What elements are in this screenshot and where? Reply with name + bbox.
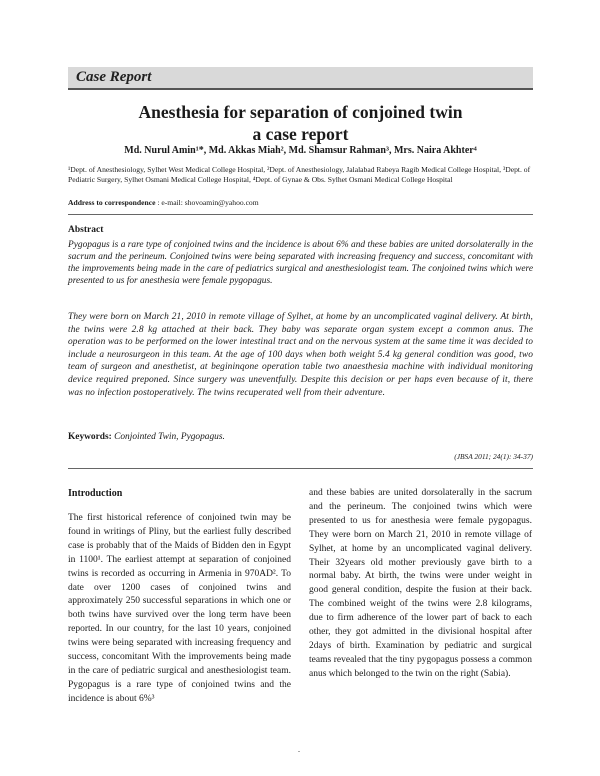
correspondence-email: : e-mail: shovoamin@yahoo.com xyxy=(157,198,259,207)
top-divider xyxy=(68,214,533,215)
article-title xyxy=(68,101,533,145)
keywords xyxy=(68,432,225,442)
section-label: Case Report xyxy=(76,69,152,85)
introduction-heading: Introduction xyxy=(68,488,123,499)
section-band xyxy=(68,67,533,90)
keywords-label: Keywords: xyxy=(68,432,112,442)
body-column-right: and these babies are united dorsolaterally in the sacrum and the perineum. The conjoined twins which were presented to us for anesthesia were female pygopagus. They were born on March 21, 2010 in remote village of Sylhet, at home by an uncomplicated vaginal delivery. Their 32years old mother previously gave birth to a normal baby. At birth, the twins were under weight in good general condition, despite the fusion at their back. The combined weight of the twins were 2.8 kilograms, due to firm adherence of the lower part of back to each other, they got admitted in the divisional hospital after 2days of birth. Examination by pediatric and surgical teams revealed that the tiny pygopagus possess a common anus which belonged to the twin on the right (Sabia). xyxy=(309,488,532,679)
title-line-1: Anesthesia for separation of conjoined twin xyxy=(138,102,463,122)
body-column-left: The first historical reference of conjoined twin may be found in writings of Pliny, but the earliest fully described case is probably that of the Maids of Bidden den in Egypt in 1100¹. The earliest attempt at separation of conjoined twins is recorded as occurring in Armenia in 970AD². To date over 1200 cases of conjoined twins and approximately 250 successful separations in which one or both twins have survived over the long term have been reported. In our country, for the last 10 years, conjoined twins were being separated with increasing frequency and success, concomitant With the improvements being made in the care of pediatric surgical and anesthesiologist team. Pygopagus is a rare type of conjoined twins and the incidence is about 6%³ xyxy=(68,513,291,704)
keywords-value: Conjointed Twin, Pygopagus. xyxy=(114,432,225,442)
correspondence xyxy=(68,198,259,207)
abstract-heading: Abstract xyxy=(68,225,104,235)
abstract-divider xyxy=(68,468,533,469)
title-line-2: a case report xyxy=(252,124,349,144)
citation: (JBSA 2011; 24(1): 34-37) xyxy=(454,452,533,461)
abstract-paragraph-1: Pygopagus is a rare type of conjoined twins and the incidence is about 6% and these babies are united dorsolaterally in the sacrum and the perineum. Conjoined twins were being separated with increasing frequency and success, concomitant with the improvements being made in the care of pediatrics surgical and anesthesiologist team. The conjoined twins which were presented to us for anesthesia were female pygopagus. xyxy=(68,240,533,287)
page-mark: . xyxy=(298,745,300,754)
author-list: Md. Nurul Amin¹*, Md. Akkas Miah², Md. Shamsur Rahman³, Mrs. Naira Akhter⁴ xyxy=(124,145,477,156)
correspondence-label: Address to correspondence xyxy=(68,198,156,207)
abstract-paragraph-2: They were born on March 21, 2010 in remote village of Sylhet, at home by an uncomplicated vaginal delivery. At birth, the twins were 2.8 kg attached at their back. They baby was separate organ system except a common anus. The operation was to be performed on the lower intestinal tract and on the nervous system at the same time it was decided to include a neurosurgeon in this team. At the age of 100 days when both weight 5.4 kg general condition was good, two team of surgeon and anesthetist, at begininqone operation table two anaesthesia machine with individual monitoring device required preponed. Since surgery was uneventfully. Despite this decision or per haps even because of it, there was no infection postoperatively. The twins recuperated well from their adventure. xyxy=(68,312,533,398)
affiliations: ¹Dept. of Anesthesiology, Sylhet West Medical College Hospital, ²Dept. of Anesthesiology, Jalalabad Rabeya Ragib Medical College Hospital, ³Dept. of Pediatric Surgery, Sylhet Osmani Medical College Hospital, ⁴Dept. of Gynae & Obs. Sylhet Osmani Medical College Hospital xyxy=(68,165,531,184)
